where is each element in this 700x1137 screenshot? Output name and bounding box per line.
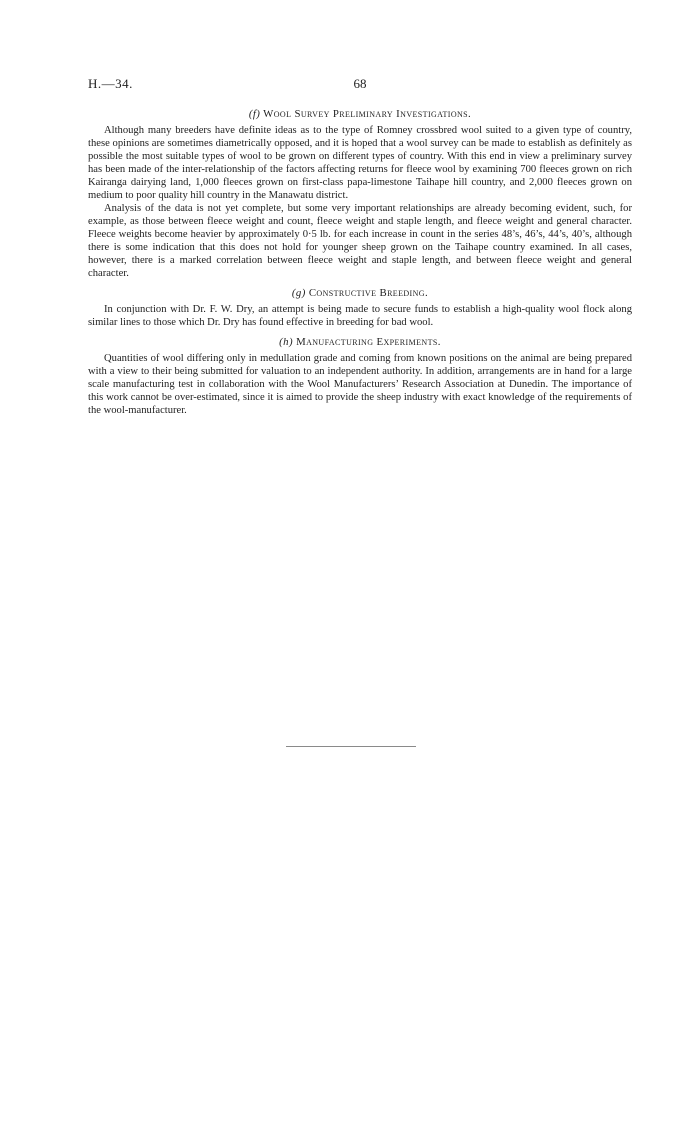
section-label: (f)	[248, 108, 261, 120]
end-rule	[286, 746, 416, 747]
section-title: Manufacturing Experiments.	[296, 336, 441, 348]
section-heading	[88, 287, 632, 300]
section-heading	[88, 336, 632, 349]
section-label: (g)	[291, 287, 306, 299]
section-title: Constructive Breeding.	[308, 287, 429, 299]
page-number: 68	[353, 76, 367, 91]
section-heading	[88, 108, 632, 121]
document-body	[88, 108, 632, 417]
section-constructive-breeding	[88, 287, 632, 329]
section-wool-survey	[88, 108, 632, 280]
paragraph: Although many breeders have definite ideas as to the type of Romney crossbred wool suited to a given type of country, these opinions are sometimes diametrically opposed, and it is hoped that a wool survey can be made to establish as definitely as possible the most suitable types of wool to be grown on different types of country. With this end in view a preliminary survey has been made of the inter-relationship of the factors affecting returns for fleece wool by examining 700 fleeces grown on rich Kairanga dairying land, 1,000 fleeces grown on first-class papa-limestone Taihape hill country, and 2,000 fleeces grown on medium to poor quality hill country in the Manawatu district.	[88, 125, 632, 201]
paragraph: Quantities of wool differing only in medullation grade and coming from known positions on the animal are being prepared with a view to their being submitted for valuation to an independent authority. In addition, arrangements are in hand for a large scale manufacturing test in collaboration with the Wool Manufacturers’ Research Association at Dunedin. The importance of this work cannot be over-estimated, since it is aimed to provide the sheep industry with exact knowledge of the requirements of the wool-manufacturer.	[88, 353, 632, 416]
paragraph: In conjunction with Dr. F. W. Dry, an attempt is being made to secure funds to establish a high-quality wool flock along similar lines to those which Dr. Dry has found effective in breeding for bad wool.	[88, 304, 632, 328]
document-reference: H.—34.	[88, 76, 133, 91]
section-title: Wool Survey Preliminary Investigations.	[263, 108, 472, 120]
section-manufacturing-experiments	[88, 336, 632, 417]
section-label: (h)	[279, 336, 293, 348]
page-header	[88, 76, 632, 92]
paragraph: Analysis of the data is not yet complete, but some very important relationships are already becoming evident, such, for example, as those between fleece weight and count, fleece weight and staple length, and fleece weight and general character. Fleece weights become heavier by approximately 0·5 lb. for each increase in count in the series 48’s, 46’s, 44’s, 40’s, although there is some indication that this does not hold for younger sheep grown on the Taihape country examined. In all cases, however, there is a marked correlation between fleece weight and staple length, and between fleece weight and general character.	[88, 203, 632, 279]
